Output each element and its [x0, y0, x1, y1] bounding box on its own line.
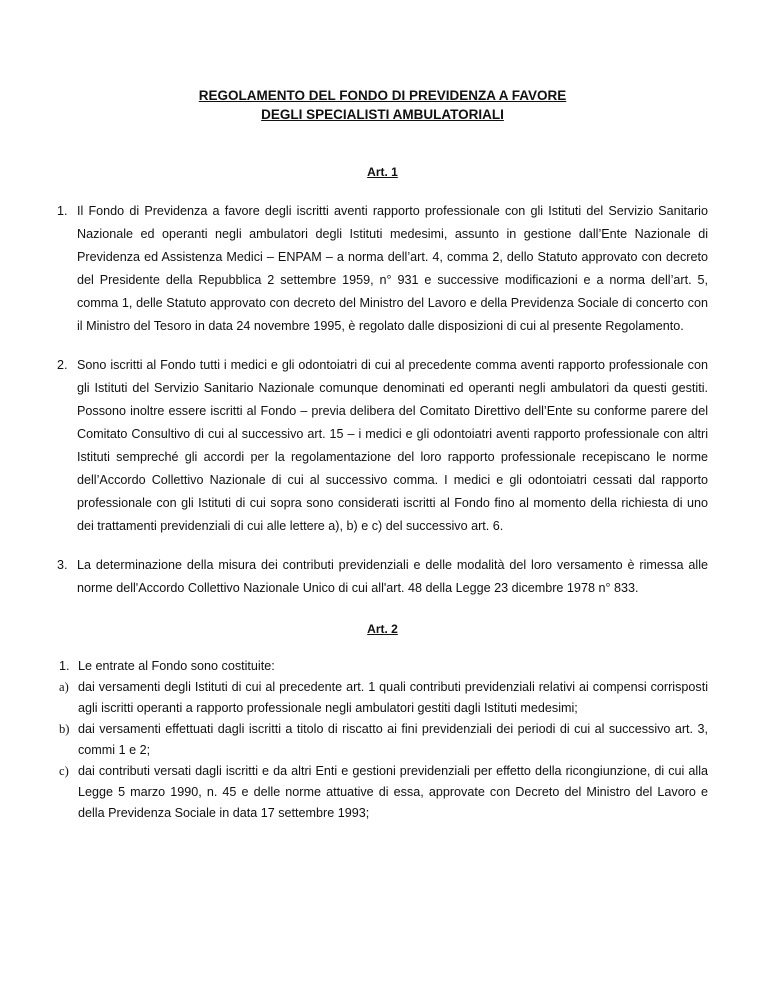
article-2-item-a [57, 677, 708, 719]
article-2-item-c [57, 761, 708, 824]
item-text: dai versamenti degli Istituti di cui al precedente art. 1 quali contributi previdenziali relativi ai compensi corrisposti agli iscritti operanti a rapporto professionale negli ambulatori gestiti dagli Istituti medesimi; [78, 680, 708, 715]
paragraph-number: 1. [57, 204, 68, 218]
article-1-paragraph-2 [57, 354, 708, 538]
paragraph-number: 1. [59, 659, 70, 673]
item-text: dai versamenti effettuati dagli iscritti a titolo di riscatto ai fini previdenziali dei periodi di cui al successivo art. 3, commi 1 e 2; [78, 722, 708, 757]
article-2-heading: Art. 2 [367, 622, 398, 636]
title-line-2: DEGLI SPECIALISTI AMBULATORIALI [261, 107, 504, 122]
paragraph-number: 3. [57, 558, 68, 572]
article-2-intro [57, 656, 708, 677]
paragraph-text: Il Fondo di Previdenza a favore degli iscritti aventi rapporto professionale con gli Istituti del Servizio Sanitario Nazionale ed operanti negli ambulatori degli Istituti medesimi, assunto in gestione dall’Ente Nazionale di Previdenza ed Assistenza Medici – ENPAM – a norma dell’art. 4, comma 2, dello Statuto approvato con decreto del Presidente della Repubblica 2 settembre 1959, n° 931 e successive modificazioni e a norma dell’art. 5, comma 1, delle Statuto approvato con decreto del Ministro del Lavoro e della Previdenza Sociale di concerto con il Ministro del Tesoro in data 24 novembre 1995, è regolato dalle disposizioni di cui al presente Regolamento. [77, 204, 708, 333]
item-text: dai contributi versati dagli iscritti e da altri Enti e gestioni previdenziali per effetto della ricongiunzione, di cui alla Legge 5 marzo 1990, n. 45 e delle norme attuative di essa, approvate con Decreto del Ministro del Lavoro e della Previdenza Sociale in data 17 settembre 1993; [78, 764, 708, 820]
paragraph-text: Sono iscritti al Fondo tutti i medici e gli odontoiatri di cui al precedente comma aventi rapporto professionale con gli Istituti del Servizio Sanitario Nazionale comunque denominati ed operanti negli ambulatori da questi gestiti. Possono inoltre essere iscritti al Fondo – previa delibera del Comitato Direttivo dell’Ente su conforme parere del Comitato Consultivo di cui al successivo art. 15 – i medici e gli odontoiatri aventi rapporto professionale con altri Istituti sempreché gli accordi per la regolamentazione del loro rapporto professionale recepiscano le norme dell’Accordo Collettivo Nazionale di cui al successivo comma. I medici e gli odontoiatri cessati dal rapporto professionale con gli Istituti di cui sopra sono considerati iscritti al Fondo fino al momento della richiesta di uno dei trattamenti previdenziali di cui alle lettere a), b) e c) del successivo art. 6. [77, 358, 708, 533]
title-line-1: REGOLAMENTO DEL FONDO DI PREVIDENZA A FAVORE [198, 88, 567, 103]
item-label: b) [59, 722, 70, 736]
article-2-item-b [57, 719, 708, 761]
article-1-heading: Art. 1 [367, 165, 398, 179]
document-title [57, 86, 708, 124]
item-label: c) [59, 764, 69, 778]
item-label: a) [59, 680, 69, 694]
paragraph-text: La determinazione della misura dei contributi previdenziali e delle modalità del loro versamento è rimessa alle norme dell'Accordo Collettivo Nazionale Unico di cui all'art. 48 della Legge 23 dicembre 1978 n° 833. [77, 558, 708, 595]
paragraph-number: 2. [57, 358, 68, 372]
article-1-paragraph-1 [57, 200, 708, 338]
article-1-paragraph-3 [57, 554, 708, 600]
paragraph-text: Le entrate al Fondo sono costituite: [78, 659, 275, 673]
